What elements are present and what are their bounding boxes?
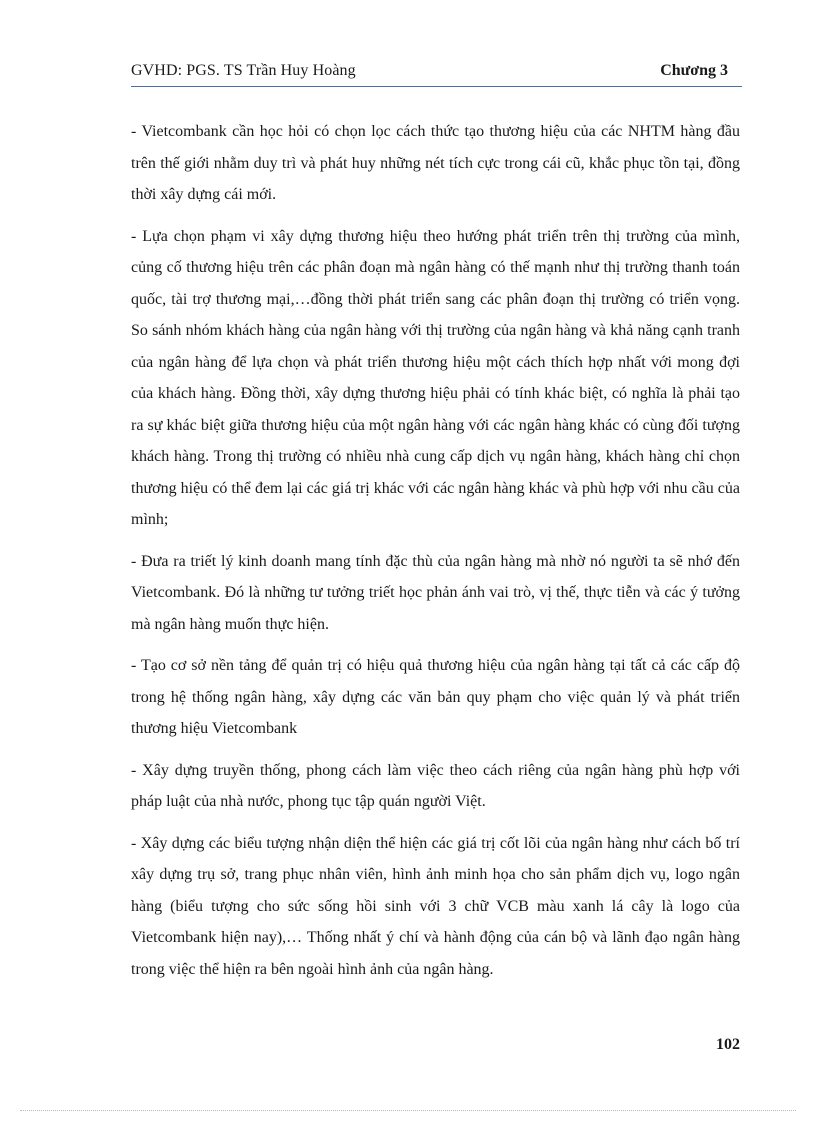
page-bottom-divider bbox=[20, 1110, 796, 1111]
paragraph: - Tạo cơ sở nền tảng để quản trị có hiệu quả thương hiệu của ngân hàng tại tất cả các cấp độ trong hệ thống ngân hàng, xây dựng các văn bản quy phạm cho việc quản lý và phát triển thương hiệu Vietcombank bbox=[131, 657, 740, 737]
paragraph: - Lựa chọn phạm vi xây dựng thương hiệu theo hướng phát triển trên thị trường của mình, củng cố thương hiệu trên các phân đoạn mà ngân hàng có thế mạnh như thị trường thanh toán quốc, tài trợ thương mại,…đồng thời phát triển sang các phân đoạn thị trường có triển vọng. So sánh nhóm khách hàng của ngân hàng với thị trường của ngân hàng và khả năng cạnh tranh của ngân hàng để lựa chọn và phát triển thương hiệu một cách thích hợp nhất với mong đợi của khách hàng. Đồng thời, xây dựng thương hiệu phải có tính khác biệt, có nghĩa là phải tạo ra sự khác biệt giữa thương hiệu của một ngân hàng với các ngân hàng khác có cùng đối tượng khách hàng. Trong thị trường có nhiều nhà cung cấp dịch vụ ngân hàng, khách hàng chỉ chọn thương hiệu có thể đem lại các giá trị khác với các ngân hàng khác và phù hợp với nhu cầu của mình; bbox=[131, 227, 740, 528]
header-chapter: Chương 3 bbox=[660, 62, 728, 79]
page-header bbox=[131, 60, 742, 87]
header-advisor: GVHD: PGS. TS Trần Huy Hoàng bbox=[131, 62, 356, 79]
page-number: 102 bbox=[716, 1036, 740, 1053]
body-text bbox=[131, 116, 740, 995]
paragraph: - Xây dựng truyền thống, phong cách làm việc theo cách riêng của ngân hàng phù hợp với pháp luật của nhà nước, phong tục tập quán người Việt. bbox=[131, 761, 740, 810]
paragraph: - Xây dựng các biểu tượng nhận diện thể hiện các giá trị cốt lõi của ngân hàng như cách bố trí xây dựng trụ sở, trang phục nhân viên, hình ảnh minh họa cho sản phẩm dịch vụ, logo ngân hàng (biểu tượng cho sức sống hồi sinh với 3 chữ VCB màu xanh lá cây là logo của Vietcombank hiện nay),… Thống nhất ý chí và hành động của cán bộ và lãnh đạo ngân hàng trong việc thể hiện ra bên ngoài hình ảnh của ngân hàng. bbox=[131, 834, 740, 978]
paragraph: - Vietcombank cần học hỏi có chọn lọc cách thức tạo thương hiệu của các NHTM hàng đầu trên thế giới nhằm duy trì và phát huy những nét tích cực trong cái cũ, khắc phục tồn tại, đồng thời xây dựng cái mới. bbox=[131, 123, 740, 203]
paragraph: - Đưa ra triết lý kinh doanh mang tính đặc thù của ngân hàng mà nhờ nó người ta sẽ nhớ đến Vietcombank. Đó là những tư tưởng triết học phản ánh vai trò, vị thế, thực tiễn và các ý tưởng mà ngân hàng muốn thực hiện. bbox=[131, 552, 740, 633]
